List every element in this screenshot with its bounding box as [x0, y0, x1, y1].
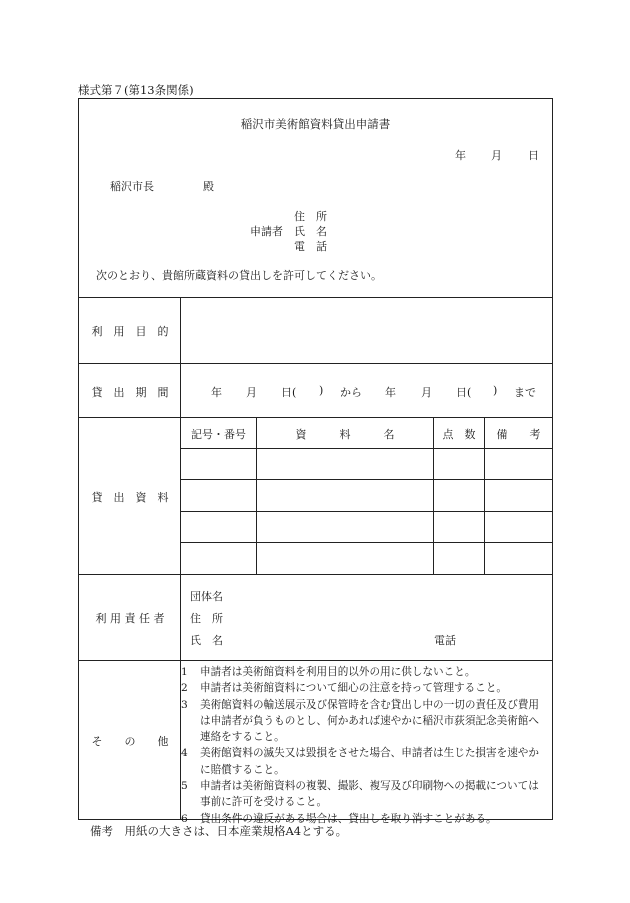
period-end-close: ): [493, 384, 498, 397]
condition-number: 3: [181, 698, 188, 711]
date-year[interactable]: 年: [455, 149, 466, 162]
conditions-list: [181, 664, 547, 827]
condition-text: 貸出条件の違反がある場合は、貸出しを取り消すことがある。: [200, 812, 497, 825]
period-end-year[interactable]: 年: [385, 386, 396, 399]
responsible-phone-label[interactable]: 電話: [434, 634, 456, 647]
request-text: 次のとおり、貴館所蔵資料の貸出しを許可してください。: [96, 269, 382, 282]
condition-number: 1: [181, 666, 188, 678]
period-label: 貸 出 期 間: [91, 386, 169, 399]
addressee-name: 稲沢市長: [110, 180, 154, 193]
purpose-label: 利 用 目 的: [91, 325, 169, 338]
period-start-month[interactable]: 月: [246, 386, 257, 399]
purpose-field[interactable]: [181, 298, 552, 363]
footnote: 備考 用紙の大きさは、日本産業規格A4とする。: [90, 824, 348, 838]
applicant-phone-label[interactable]: 電 話: [294, 240, 327, 253]
period-start-close: ): [319, 384, 324, 397]
form-number: 様式第７(第13条関係): [78, 83, 194, 97]
materials-header-count: 点 数: [442, 428, 476, 441]
application-form: [78, 98, 553, 825]
responsible-name-label[interactable]: 氏 名: [190, 634, 223, 647]
condition-text: 申請者は美術館資料の複製、撮影、複写及び印刷物への掲載については事前に許可を受けること。: [200, 780, 539, 809]
materials-header-name: 資 料 名: [295, 428, 395, 441]
condition-number: 4: [181, 747, 188, 760]
other-label: そ の 他: [91, 735, 169, 748]
materials-row-divider: [181, 479, 552, 480]
period-start-year[interactable]: 年: [211, 386, 222, 399]
row-divider: [79, 574, 552, 575]
condition-number: 6: [181, 812, 188, 825]
period-end-month[interactable]: 月: [421, 386, 432, 399]
materials-row-divider: [181, 448, 552, 449]
materials-header-remarks: 備 考: [496, 428, 541, 441]
period-from: から: [340, 386, 362, 399]
condition-item: [181, 664, 547, 680]
condition-item: [181, 680, 547, 696]
condition-text: 申請者は美術館資料を利用目的以外の用に供しないこと。: [200, 666, 476, 678]
condition-item: [181, 697, 547, 746]
period-start-day[interactable]: 日(: [281, 386, 297, 399]
responsible-address-label[interactable]: 住 所: [190, 612, 223, 625]
materials-header-code: 記号・番号: [191, 428, 246, 441]
row-divider: [79, 417, 552, 418]
period-end-day[interactable]: 日(: [456, 386, 472, 399]
applicant-address-label[interactable]: 住 所: [294, 210, 327, 223]
materials-row-divider: [181, 511, 552, 512]
date-day[interactable]: 日: [528, 149, 539, 162]
materials-row-divider: [181, 542, 552, 543]
condition-text: 美術館資料の滅失又は毀損をさせた場合、申請者は生じた損害を速やかに賠償すること。: [200, 747, 539, 776]
addressee-honorific: 殿: [203, 180, 214, 193]
row-divider: [79, 363, 552, 364]
applicant-label: 申請者: [250, 225, 283, 238]
applicant-name-label[interactable]: 氏 名: [294, 225, 327, 238]
materials-label: 貸 出 資 料: [91, 491, 169, 504]
condition-text: 申請者は美術館資料について細心の注意を持って管理すること。: [200, 682, 508, 695]
responsible-label: 利 用 責 任 者: [95, 612, 165, 625]
condition-number: 5: [181, 780, 188, 793]
condition-number: 2: [181, 682, 188, 695]
form-title: 稲沢市美術館資料貸出申請書: [240, 117, 391, 131]
period-until: まで: [514, 386, 536, 399]
date-month[interactable]: 月: [491, 149, 502, 162]
row-divider: [79, 660, 552, 661]
condition-item: [181, 745, 547, 778]
condition-text: 美術館資料の輸送展示及び保管時を含む貸出し中の一切の責任及び費用は申請者が負うものとし、何かあれば速やかに稲沢市荻須記念美術館へ連絡をすること。: [200, 698, 539, 744]
responsible-group-label[interactable]: 団体名: [190, 590, 223, 603]
condition-item: [181, 778, 547, 811]
